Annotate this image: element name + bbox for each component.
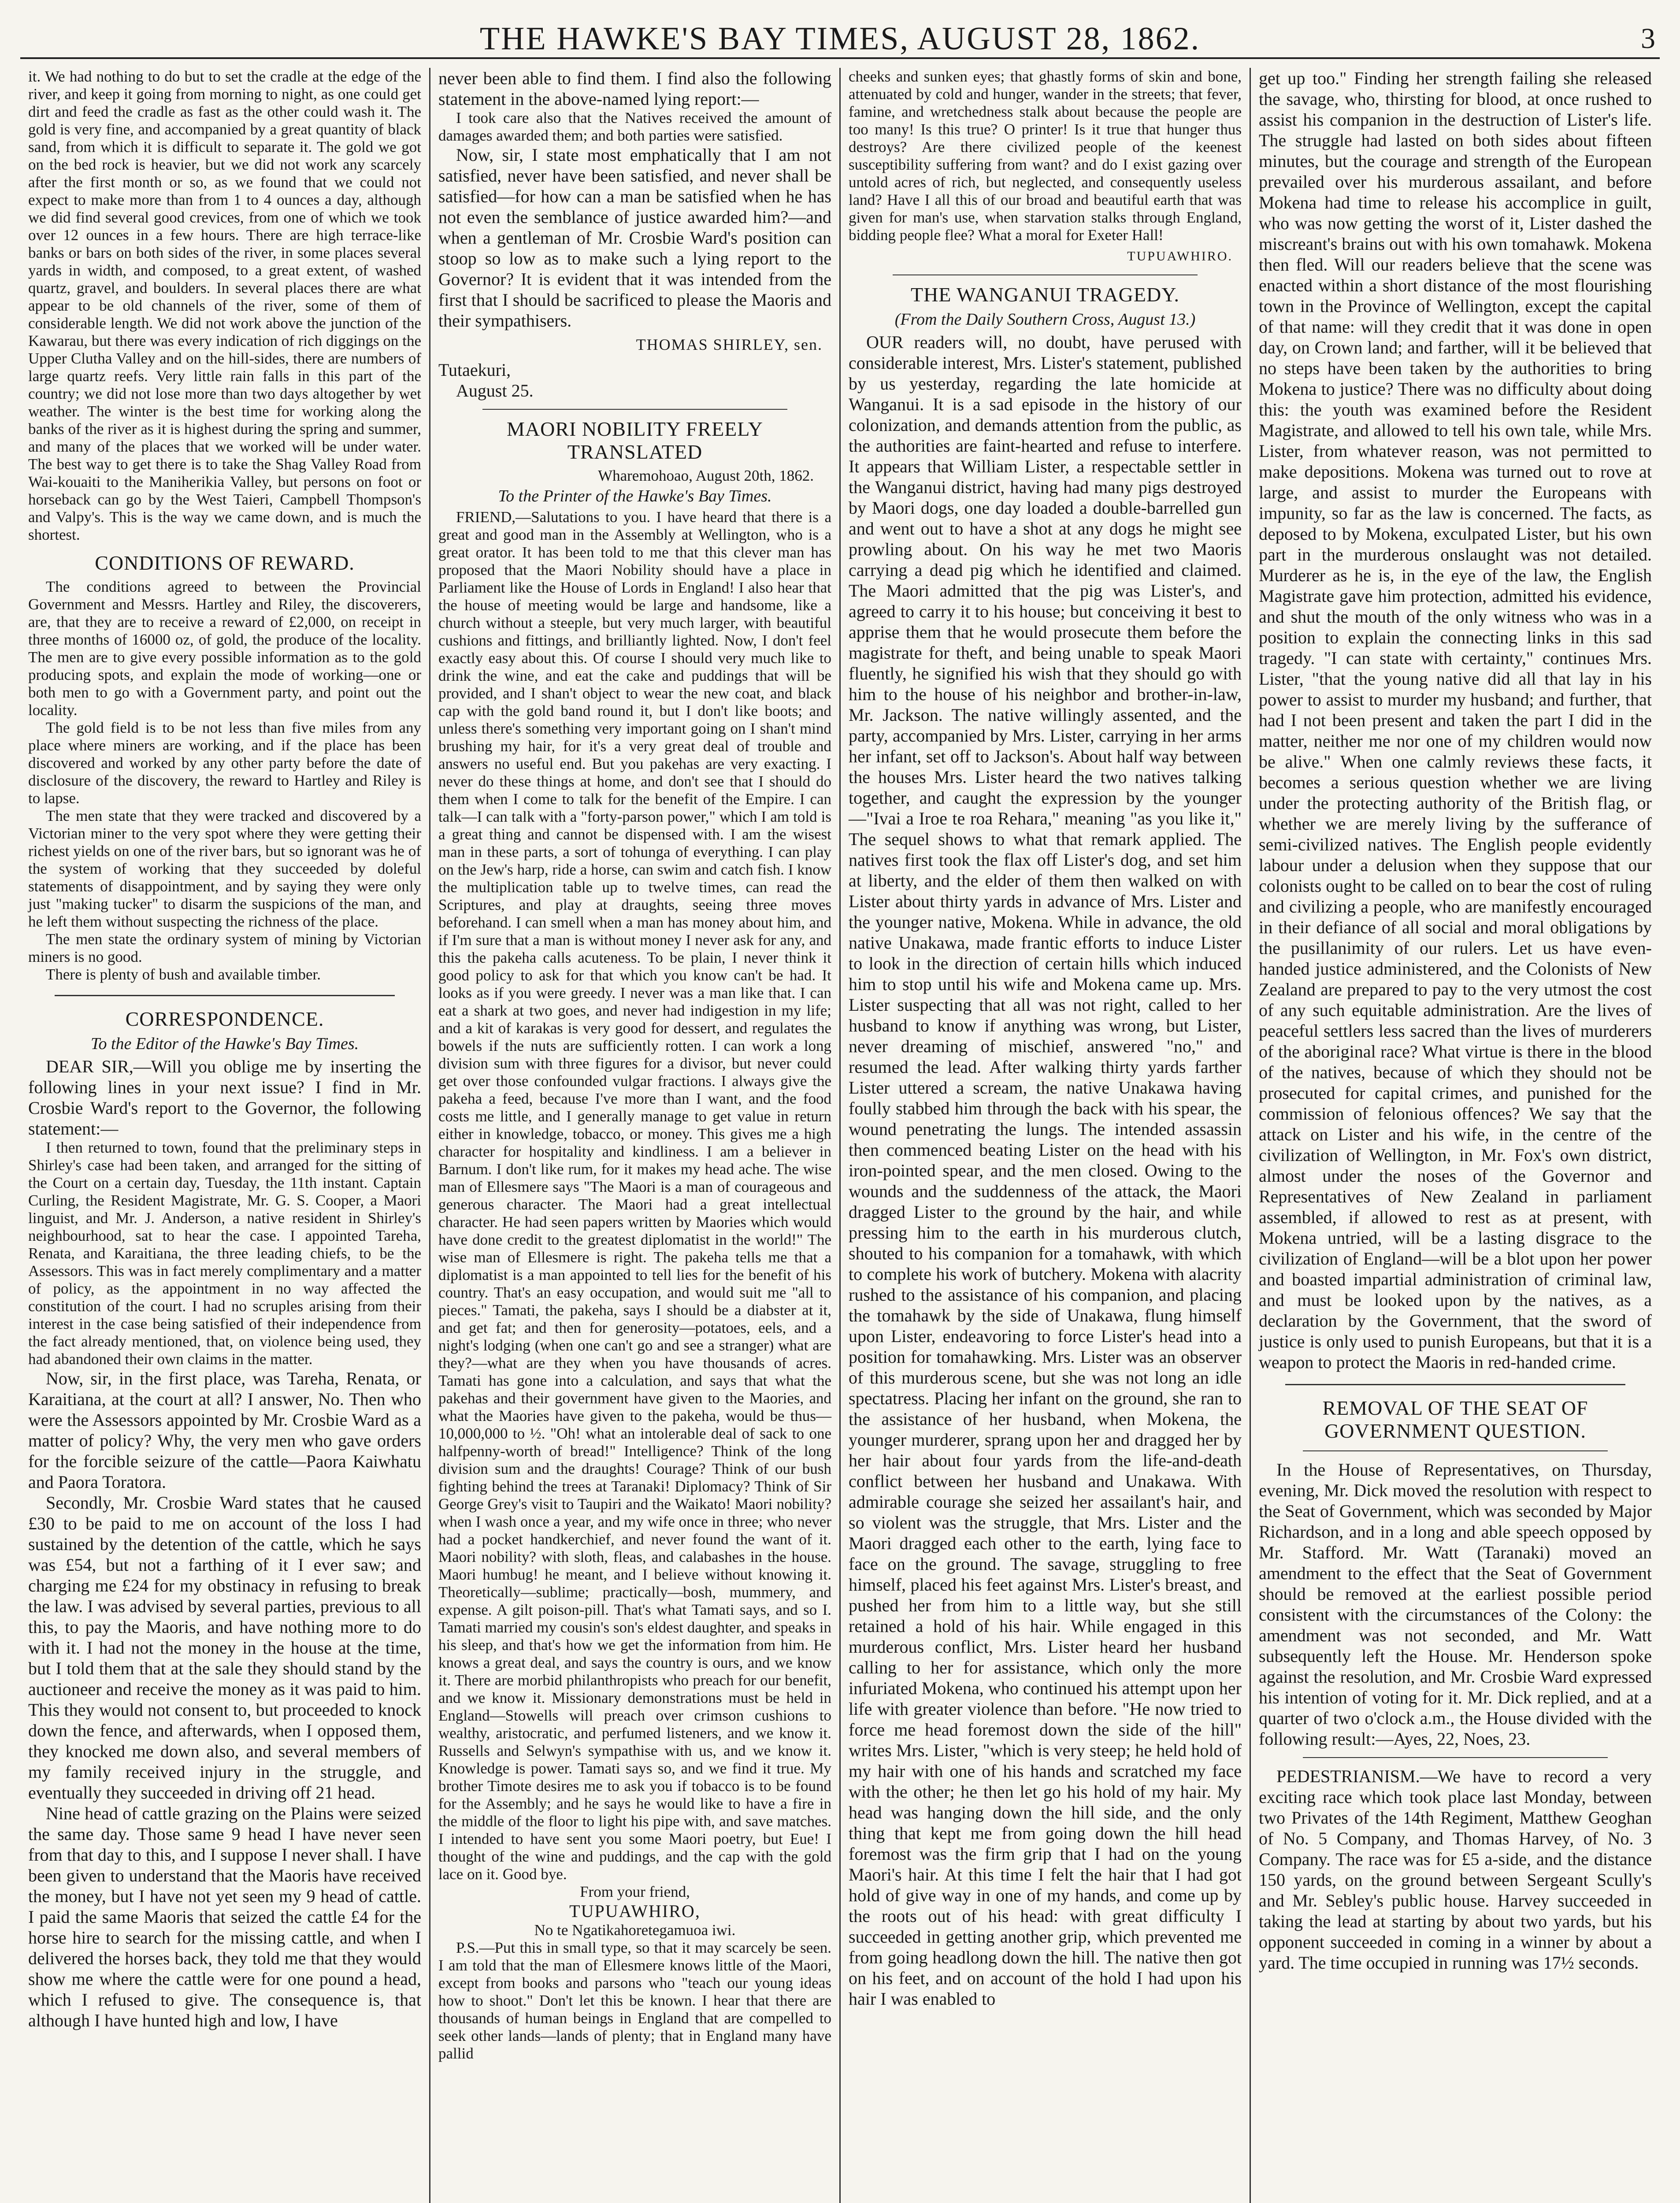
removal-heading: REMOVAL OF THE SEAT OF GOVERNMENT QUESTION. (1322, 1397, 1588, 1442)
section-divider (55, 995, 395, 996)
gold-text: it. We had nothing to do but to set the cradle at the edge of the river, and keep it going from morning to night, as one could get dirt and feed the cradle as fast as the other could wash it. The gold is very fine, and accompanied by a great quantity of black sand, from which it is difficult to separate it. The gold we got on the bed rock is heavier, but we did not work any scarcely after the first month or so, as we found that we could not expect to make more than from 1 to 4 ounces a day, although we did find several good crevices, from one of which we took over 12 ounces in a few hours. There are high terrace-like banks or bars on both sides of the river, in some places several yards in width, and composed, to a great extent, of washed quartz, gravel, and boulders. In several places there are what appear to be old channels of the river, some of them of considerable length. We did not work above the junction of the Kawarau, but there was every indication of rich diggings on the Upper Clutha Valley and on the hill-sides, there are numbers of large quartz reefs. Very little rain falls in this part of the country; we did not lose more than two days altogether by wet weather. The winter is the best time for working along the banks of the river as it is highest during the spring and summer, and many of the places that we worked will be under water. The best way to get there is to take the Shag Valley Road from Wai-kouaiti to the Maniherikia Valley, but persons on foot or horseback can go by the West Taieri, Campbell Thompson's and Valpy's. This is the way we came down, and is much the shortest. (28, 68, 421, 543)
tragedy-heading: THE WANGANUI TRAGEDY. (910, 283, 1180, 306)
section-divider (1285, 1384, 1625, 1385)
letter-paragraph: Now, sir, in the first place, was Tareha, Renata, or Karaitiana, at the court at all? I answer, No. Then who were the Assessors appointed by Mr. Crosbie Ward as a matter of policy? Why, the very men who gave orders for the forcible seizure of the cattle—Paora Kaiwhatu and Paora Toratora. (28, 1369, 421, 1492)
section-divider (1303, 1450, 1608, 1451)
conditions-heading: CONDITIONS OF REWARD. (95, 552, 355, 574)
letter-place: Tutaekuri, (438, 360, 511, 380)
removal-paragraph: In the House of Representatives, on Thursday, evening, Mr. Dick moved the resolution with respect to the Seat of Government, which was seconded by Major Richardson, and in a long and able speech opposed by Mr. Stafford. Mr. Watt (Taranaki) moved an amendment to the effect that the Seat of Government should be removed at the earliest possible period consistent with the circumstances of the Colony: the amendment was not seconded, and Mr. Watt subsequently left the House. Mr. Henderson spoke against the resolution, and Mr. Crosbie Ward expressed his intention of voting for it. Mr. Dick replied, and at a quarter of two o'clock a.m., the House divided with the following result:—Ayes, 22, Noes, 23. (1259, 1460, 1652, 1749)
column-1 (20, 68, 429, 2203)
columns (20, 68, 1660, 2203)
tragedy-source: (From the Daily Southern Cross, August 13.) (894, 310, 1196, 329)
pedestrianism-paragraph: PEDESTRIANISM.—We have to record a very exciting race which took place last Monday, between two Privates of the 14th Regiment, Matthew Geoghan of No. 5 Company, and Thomas Harvey, of No. 3 Company. The race was for £5 a-side, and the distance 150 yards, on the ground between Sergeant Scully's and Mr. Sebley's public house. Harvey succeeded in taking the lead at starting by about two yards, but his opponent succeeded in coming in a winner by about a yard. The time occupied in running was 17½ seconds. (1259, 1766, 1652, 1973)
nobility-closing: From your friend, (580, 1883, 690, 1900)
nobility-paragraph: FRIEND,—Salutations to you. I have heard that there is a great and good man in the Assembly at Wellington, who is a great orator. It has been told to me that this clever man has proposed that the Maori Nobility should have a place in Parliament like the House of Lords in England! I also hear that the house of meeting would be large and handsome, like a church without a steeple, but very much larger, with beautiful cushions and fittings, and brilliantly lighted. Now, I don't feel exactly easy about this. Of course I should very much like to drink the wine, and eat the cake and puddings that will be provided, and I shan't object to wear the new coat, and black cap with the gold band round it, but I don't like boots; and unless there's something very important going on I shan't mind brushing my hair, for it's a very great deal of trouble and answers no useful end. But you pakehas are very exacting. I never do these things at home, and don't see that I should do them when I come to talk for the benefit of the Empire. I can talk—I can talk with a "forty-parson power," which I am told is a great thing and cannot be dispensed with. I am the wisest man in these parts, a sort of tohunga of everything. I can play on the Jew's harp, ride a horse, can swim and catch fish. I know the multiplication table up to twelve times, can read the Scriptures, and play at draughts, seeing three moves beforehand. I can smell when a man has money about him, and if I'm sure that a man is without money I never ask for any, and this the pakeha calls acuteness. To be plain, I never think it good policy to ask for that which you know can't be had. It looks as if you were greedy. I never was a man like that. I can eat a shark at two goes, and never had indigestion in my life; and a kit of karakas is very good for dessert, and regulates the bowels if the nuts are sufficiently rotten. I can work a long division sum with three figures for a divisor, but never could get over those confounded vulgar fractions. I always give the pakeha a feed, because I've more than I want, and the food costs me little, and I generally manage to get value in return either in knowledge, tobacco, or money. This gives me a high character for hospitality and kindliness. I am a believer in Barnum. I don't like rum, for it makes my head ache. The wise man of Ellesmere says "The Maori is a man of courageous and generous character. The Maori had a great intellectual character. He had seen papers written by Maories which would have done credit to the greatest diplomatist in the world!" The wise man of Ellesmere is right. The pakeha tells me that a diplomatist is a man appointed to tell lies for the benefit of his country. That's an easy occupation, and would suit me "all to pieces." Tamati, the pakeha, says I should be a diabster at it, and get fat; and then for generosity—potatoes, eels, and a night's lodging (when one can't go and see a stranger) what are they?—what are they when you have thousands of acres. Tamati has gone into a calculation, and says that what the pakehas and their government have given to the Maories, and what the Maories have given to the pakeha, would be thus—10,000,000 to ½. "Oh! what an intolerable deal of sack to one halfpenny-worth of bread!" Intelligence? Think of the long division sum and the draughts! Courage? Think of our bush fighting behind the trees at Taranaki! Diplomacy? Think of Sir George Grey's visit to Taupiri and the Waikato! Maori nobility? when I wash once a year, and my wife once in three; who never had a pocket handkerchief, and never found the want of it. Maori nobility? with sloth, fleas, and calabashes in the house. Maori humbug! he meant, and I believe without knowing it. Theoretically—sublime; practically—bosh, mummery, and expense. A gilt poison-pill. That's what Tamati says, and so I. Tamati married my cousin's son's eldest daughter, and speaks in his sleep, and that's how we get the information from him. He knows a great deal, and says the country is ours, and we know it. There are morbid philanthropists who preach for our benefit, and we know it. Missionary demonstrations must be held in England—Stowells will preach over crimson cushions to wealthy, aristocratic, and perfumed listeners, and we know it. Russells and Selwyn's sympathise with us, and we know it. Knowledge is power. Tamati says so, and we find it true. My brother Timote desires me to ask you if tobacco is to be found for the Assembly; and he says he would like to have a fire in the middle of the floor to light his pipe with, and save matches. I intended to have sent you some Maori poetry, but Eue! I thought of the wine and puddings, and the cap with the gold lace on it. Good bye. (438, 508, 831, 1883)
letter-paragraph: Secondly, Mr. Crosbie Ward states that he caused £30 to be paid to me on account of the loss I had sustained by the detention of the cattle, which he says was £54, but not a farthing of it I ever saw; and charging me £24 for my obstinacy in refusing to break the law. I was advised by several parties, previous to all this, to pay the Maoris, and have nothing more to do with it. I had not the money in the house at the time, but I told them that at the sale they should stand by the auctioneer and receive the money as it was paid to him. This they would not consent to, but proceeded to knock down the fence, and afterwards, when I opposed them, they knocked me down also, and several members of my family received injury in the struggle, and eventually they succeeded in driving off 21 head. (28, 1493, 421, 1802)
nobility-heading: MAORI NOBILITY FREELY TRANSLATED (507, 418, 763, 463)
page-number: 3 (1641, 22, 1655, 55)
tragedy-continued: get up too." Finding her strength failing she released the savage, who, thirsting for blood, at once rushed to assist his companion in the destruction of Lister's life. The struggle had lasted on both sides about fifteen minutes, but the courage and strength of the European prevailed over his murderous assailant, and before Mokena had time to release his accomplice in guilt, who was now getting the worst of it, Lister dashed the miscreant's brains out with his own tomahawk. Mokena then fled. Will our readers believe that the scene was enacted within a short distance of the most flourishing town in the Province of Wellington, except the capital of that name: will they credit that it was done in open day, on Crown land; and farther, will it be believed that no steps have been taken by the authorities to bring Mokena to justice? There was no difficulty about doing this: the youth was examined before the Resident Magistrate, and allowed to tell his own tale, while Mrs. Lister, from whatever reason, was not permitted to make depositions. Mokena was turned out to rove at large, and assist to murder the Europeans with impunity, so far as the law is concerned. The facts, as deposed to by Mokena, exculpated Lister, but his own part in the murderous onslaught was not detailed. Murderer as he is, in the eye of the law, the English Magistrate gave him protection, admitted his evidence, and shut the mouth of the only witness who was in a position to explain the connecting links in this sad tragedy. "I can state with certainty," continues Mrs. Lister, "that the young native did all that lay in his power to assist to murder my husband; and further, that had I not been present and taken the part I did in the matter, neither me nor one of my children would now be alive." When one calmly reviews these facts, it becomes a serious question whether we are living under the protecting authority of the British flag, or whether we are merely living by the sufferance of semi-civilized natives. The English people evidently labour under a delusion when they suppose that our colonists ought to be called on to bear the cost of ruling and civilizing a people, who are manifestly encouraged in their defiance of all social and moral obligations by the pusillanimity of our rulers. Let us have even-handed justice administered, and the Colonists of New Zealand are prepared to pay to the very utmost the cost of any such equitable administration. Are the lives of peaceful settlers less sacred than the lives of murderers of the aboriginal race? What virtue is there in the blood of the natives, because of which they should not be prosecuted for capital crimes, and punished for the commission of felonious offences? We say that the attack on Lister and his wife, in the centre of the civilization of Wellington, in Mr. Fox's own district, almost under the noses of the Governor and Representatives of New Zealand in parliament assembled, if allowed to rest as at present, with Mokena untried, will be a lasting disgrace to the civilization of England—will be a blot upon her power and boasted impartial administration of criminal law, and must be looked upon by the natives, as a declaration by the Government, that the sword of justice is only used to punish Europeans, but that it is a weapon to protect the Maoris in red-handed crime. (1259, 68, 1652, 1372)
nobility-dateline: Wharemohoao, August 20th, 1862. (598, 467, 814, 484)
section-divider (1303, 1757, 1608, 1758)
letter-paragraph: Nine head of cattle grazing on the Plains were seized the same day. Those same 9 head I have never seen from that day to this, and I suppose I never shall. I have been given to understand that the Maoris have received the money, but I have not yet seen my 9 head of cattle. I paid the same Maoris that seized the cattle £4 for the horse hire to search for the missing cattle, and when I delivered the horses back, they told me that they would show me where the cattle were for one pound a head, which I refused to give. The consequence is, that although I have hunted high and low, I have (28, 1803, 421, 2030)
section-divider (893, 274, 1198, 275)
conditions-paragraph: There is plenty of bush and available timber. (46, 966, 321, 983)
letter-signature: THOMAS SHIRLEY, sen. (636, 336, 823, 353)
ps-signature: TUPUAWHIRO. (1127, 249, 1233, 263)
section-divider (482, 409, 787, 410)
nobility-ps: P.S.—Put this in small type, so that it may scarcely be seen. I am told that the man of Ellesmere knows little of the Maori, except from books and parsons who "teach our young ideas how to shoot." Don't let this be known. I hear that there are thousands of human beings in England that are compelled to seek other lands—lands of plenty; that in England many have pallid (438, 1939, 831, 2062)
letter-paragraph: DEAR SIR,—Will you oblige me by inserting the following lines in your next issue? I find in Mr. Crosbie Ward's report to the Governor, the following statement:— (28, 1057, 421, 1139)
letter-quote: I took care also that the Natives received the amount of damages awarded them; and both parties were satisfied. (438, 109, 831, 144)
ps-continued: cheeks and sunken eyes; that ghastly forms of skin and bone, attenuated by cold and hunger, wander in the streets; that fever, famine, and wretchedness stalk about because the people are too many! Is this true? O printer! Is it true that hunger thus destroys? Are there civilized people of the keenest susceptibility suffering from want? and do I exist gazing over untold acres of rich, but neglected, and consequently useless land? Have I all this of our broad and beautiful earth that was given for man's use, when starvation stalks through England, bidding people flee? What a moral for Exeter Hall! (849, 68, 1242, 244)
column-3 (841, 68, 1250, 2203)
editor-line: To the Editor of the Hawke's Bay Times. (90, 1035, 359, 1053)
conditions-paragraph: The men state that they were tracked and discovered by a Victorian miner to the very spot where they were getting their richest yields on one of the river bars, but so ignorant was he of the system of working that they succeeded by doleful statements of disappointment, and by saying they were only just "making tucker" to disarm the suspicions of the man, and he left them without suspecting the richness of the place. (28, 807, 421, 930)
nobility-signature: TUPUAWHIRO, (569, 1901, 701, 1921)
conditions-paragraph: The gold field is to be not less than five miles from any place where miners are working, and if the place has been discovered and worked by any other party before the date of disclosure of the discovery, the reward to Hartley and Riley is to lapse. (28, 719, 421, 807)
letter-continued: never been able to find them. I find also the following statement in the above-named lying report:— (438, 68, 831, 109)
conditions-paragraph: The conditions agreed to between the Provincial Government and Messrs. Hartley and Riley, the discoverers, are, that they are to receive a reward of £2,000, on receipt in three months of 16000 oz, of gold, the produce of the locality. The men are to give every possible information as to the gold producing spots, and explain the mode of working—one or both men to go with a Government party, and point out the locality. (28, 578, 421, 719)
nobility-title: No te Ngatikahoretegamuoa iwi. (534, 1921, 736, 1939)
nobility-to: To the Printer of the Hawke's Bay Times. (498, 487, 772, 505)
tragedy-paragraph: OUR readers will, no doubt, have perused with considerable interest, Mrs. Lister's statement, published by us yesterday, regarding the late homicide at Wanganui. It is a sad episode in the history of our colonization, and demands attention from the public, as the authorities are faint-hearted and refuse to interfere. It appears that William Lister, a respectable settler in the Wanganui district, having had many pigs destroyed by Maori dogs, one day loaded a double-barrelled gun and went out to have a shot at any dogs he might see prowling about. On his way he met two Maoris carrying a dead pig which he identified and claimed. The Maori admitted that the pig was Lister's, and agreed to carry it to his house; but conceiving it best to apprise them that he would prosecute them before the magistrate for theft, and being unable to speak Maori fluently, he signified his wish that they should go with him to the house of his neighbor and brother-in-law, Mr. Jackson. The native willingly assented, and the party, accompanied by Mrs. Lister, carrying in her arms her infant, set off to Jackson's. About half way between the houses Mrs. Lister heard the two natives talking together, and caught the expression by the younger—"Ivai a Iroe te roa Rehara," meaning "as you like it," The sequel shows to what that remark applied. The natives first took the flax off Lister's dog, and set him at liberty, and the elder of them then walked on with Lister about thirty yards in advance of Mrs. Lister and the younger native, Mokena. While in advance, the old native Unakawa, made frantic efforts to induce Lister to look in the direction of certain hills which induced him to stop until his wife and Mokena came up. Mrs. Lister suspecting that all was not right, called to her husband to know if anything was wrong, but Lister, never dreaming of mischief, answered "no," and resumed the lead. After walking thirty yards farther Lister uttered a scream, the native Unakawa having foully stabbed him through the back with his spear, the wound penetrating the lungs. The intended assassin then commenced beating Lister on the head with his iron-pointed spear, and the men closed. Owing to the wounds and the suddenness of the attack, the Maori dragged Lister to the ground by the hair, and while pressing him to the earth in his murderous clutch, shouted to his companion for a tomahawk, with which to complete his work of butchery. Mokena with alacrity rushed to the assistance of his companion, and placing the tomahawk by the side of Unakawa, flung himself upon Lister, endeavoring to force Lister's head into a position for tomahawking. Mrs. Lister was an observer of this murderous scene, but she was not long an idle spectatress. Placing her infant on the ground, she ran to the assistance of her husband, when Mokena, the younger murderer, sprang upon her and dragged her by her hair about four yards from the life-and-death conflict between her husband and Unakawa. With admirable courage she seized her assailant's hair, and so violent was the struggle, that Mrs. Lister and the Maori dragged each other to the earth, lying face to face on the ground. The savage, struggling to free himself, placed his feet against Mrs. Lister's breast, and pushed her from him to a little way, but she still retained a hold of his hair. While engaged in this murderous conflict, Mrs. Lister heard her husband calling to her for assistance, which only the more infuriated Mokena, who continued his attempt upon her life with greater violence than before. "He now tried to force me head foremost down the side of the hill" writes Mrs. Lister, "which is very steep; he held hold of my hair with one of his hands and scratched my face with the other; he then let go his hold of my hair. My head was hanging down the hill side, and the only thing that kept me from going down the hill head foremost was the firm grip that I had on the young Maori's hair. At this time I felt the hair that I had got hold of give way in one of my hands, and come up by the roots out of his head: with great difficulty I succeeded in getting another grip, which prevented me from going headlong down the hill. The native then got on his feet, and on account of the hold I had upon his hair I was enabled to (849, 332, 1242, 2009)
correspondence-heading: CORRESPONDENCE. (125, 1008, 324, 1030)
masthead-title: THE HAWKE'S BAY TIMES, AUGUST 28, 1862. (479, 21, 1201, 57)
letter-date: August 25. (456, 381, 534, 401)
conditions-paragraph: The men state the ordinary system of mining by Victorian miners is no good. (28, 931, 421, 965)
letter-continued: Now, sir, I state most emphatically that I am not satisfied, never have been satisfied, and never shall be satisfied—for how can a man be satisfied when he has not even the semblance of justice awarded him?—and when a gentleman of Mr. Crosbie Ward's position can stoop so low as to make such a lying report to the Governor? It is evident that it was intended from the first that I should be sacrificed to please the Maoris and their sympathisers. (438, 145, 831, 330)
masthead (20, 18, 1660, 59)
letter-quote: I then returned to town, found that the preliminary steps in Shirley's case had been taken, and arranged for the sitting of the Court on a certain day, Tuesday, the 11th instant. Captain Curling, the Resident Magistrate, Mr. G. S. Cooper, a Maori linguist, and Mr. J. Anderson, a native resident in Shirley's neighbourhood, sat to hear the case. I appointed Tareha, Renata, and Karaitiana, the three leading chiefs, to be the Assessors. This was in fact merely complimentary and a matter of policy, as the appointment in no way affected the constitution of the court. I had no scruples arising from their interest in the case being satisfied of their independence from the fact already mentioned, that, on violence being used, they had abandoned their own claims in the matter. (28, 1139, 421, 1368)
column-2 (430, 68, 839, 2203)
column-4 (1251, 68, 1660, 2203)
